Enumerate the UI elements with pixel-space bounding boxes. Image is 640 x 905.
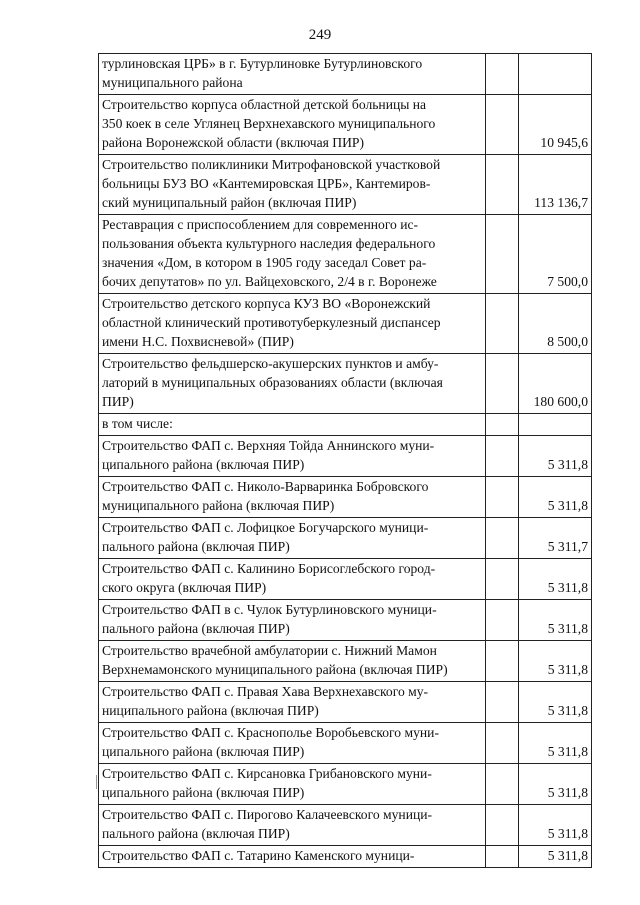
row-empty-cell xyxy=(486,723,518,764)
table-row xyxy=(99,477,592,518)
row-empty-cell xyxy=(486,682,518,723)
description-line: Строительство ФАП с. Николо-Варваринка Бобровского xyxy=(102,479,429,494)
row-amount: 5 311,8 xyxy=(518,846,591,868)
row-amount: 5 311,7 xyxy=(518,518,591,559)
description-line: бочих депутатов» по ул. Вайцеховского, 2/4 в г. Воронеже xyxy=(102,274,437,289)
row-empty-cell xyxy=(486,764,518,805)
description-line: турлиновская ЦРБ» в г. Бутурлиновке Бутурлиновского xyxy=(102,56,423,71)
table-row xyxy=(99,155,592,215)
row-amount: 5 311,8 xyxy=(518,764,591,805)
description-line: пального района (включая ПИР) xyxy=(102,539,290,554)
row-empty-cell xyxy=(486,54,518,95)
row-empty-cell xyxy=(486,477,518,518)
table-row xyxy=(99,764,592,805)
description-line: Строительство ФАП с. Верхняя Тойда Аннинского муни- xyxy=(102,438,435,453)
row-description xyxy=(99,846,486,868)
description-line: Строительство ФАП с. Калинино Борисоглебского город- xyxy=(102,561,436,576)
description-line: муниципального района xyxy=(102,75,243,90)
row-amount: 113 136,7 xyxy=(518,155,591,215)
row-empty-cell xyxy=(486,518,518,559)
table-row xyxy=(99,518,592,559)
row-description xyxy=(99,155,486,215)
row-amount: 5 311,8 xyxy=(518,641,591,682)
table-row xyxy=(99,54,592,95)
table-row xyxy=(99,215,592,294)
description-line: значения «Дом, в котором в 1905 году заседал Совет ра- xyxy=(102,255,427,270)
description-line: Строительство ФАП с. Правая Хава Верхнехавского му- xyxy=(102,684,429,699)
description-line: Строительство корпуса областной детской больницы на xyxy=(102,97,427,112)
table-row xyxy=(99,723,592,764)
table-row xyxy=(99,414,592,436)
row-description xyxy=(99,600,486,641)
row-description xyxy=(99,477,486,518)
description-line: Строительство ФАП с. Татарино Каменского муници- xyxy=(102,848,415,863)
table-row xyxy=(99,436,592,477)
description-line: ский муниципальный район (включая ПИР) xyxy=(102,195,357,210)
row-empty-cell xyxy=(486,414,518,436)
row-amount: 180 600,0 xyxy=(518,354,591,414)
description-line: Строительство ФАП с. Кирсановка Грибановского муни- xyxy=(102,766,432,781)
row-description xyxy=(99,436,486,477)
table-row xyxy=(99,846,592,868)
row-empty-cell xyxy=(486,215,518,294)
row-description xyxy=(99,805,486,846)
row-amount xyxy=(518,414,591,436)
description-line: Верхнемамонского муниципального района (включая ПИР) xyxy=(102,662,448,677)
row-amount: 5 311,8 xyxy=(518,682,591,723)
row-amount: 5 311,8 xyxy=(518,559,591,600)
description-line: Строительство ФАП с. Лофицкое Богучарского муници- xyxy=(102,520,429,535)
row-amount xyxy=(518,54,591,95)
description-line: Строительство поликлиники Митрофановской участковой xyxy=(102,157,441,172)
description-line: ПИР) xyxy=(102,394,134,409)
description-line: муниципального района (включая ПИР) xyxy=(102,498,335,513)
description-line: больницы БУЗ ВО «Кантемировская ЦРБ», Кантемиров- xyxy=(102,176,431,191)
row-empty-cell xyxy=(486,294,518,354)
row-description xyxy=(99,294,486,354)
table-row xyxy=(99,600,592,641)
table-row xyxy=(99,805,592,846)
row-empty-cell xyxy=(486,805,518,846)
description-line: Строительство детского корпуса КУЗ ВО «Воронежский xyxy=(102,296,431,311)
table-row xyxy=(99,354,592,414)
row-description xyxy=(99,95,486,155)
description-line: Строительство ФАП с. Пирогово Калачеевского муници- xyxy=(102,807,433,822)
row-description xyxy=(99,414,486,436)
description-line: Строительство врачебной амбулатории с. Нижний Мамон xyxy=(102,643,437,658)
table-row xyxy=(99,682,592,723)
description-line: района Воронежской области (включая ПИР) xyxy=(102,135,364,150)
description-line: ципального района (включая ПИР) xyxy=(102,744,305,759)
row-empty-cell xyxy=(486,436,518,477)
row-amount: 5 311,8 xyxy=(518,805,591,846)
description-line: имени Н.С. Похвисневой» (ПИР) xyxy=(102,334,294,349)
row-amount: 5 311,8 xyxy=(518,723,591,764)
row-empty-cell xyxy=(486,641,518,682)
table-row xyxy=(99,559,592,600)
row-amount: 5 311,8 xyxy=(518,477,591,518)
row-description xyxy=(99,54,486,95)
description-line: Строительство ФАП в с. Чулок Бутурлиновского муници- xyxy=(102,602,437,617)
description-line: ниципального района (включая ПИР) xyxy=(102,703,319,718)
description-line: областной клинический противотуберкулезный диспансер xyxy=(102,315,441,330)
row-amount: 8 500,0 xyxy=(518,294,591,354)
table-body xyxy=(99,54,592,868)
description-line: ципального района (включая ПИР) xyxy=(102,785,305,800)
row-description xyxy=(99,682,486,723)
margin-mark xyxy=(96,775,97,789)
row-description xyxy=(99,354,486,414)
row-description xyxy=(99,764,486,805)
row-amount: 5 311,8 xyxy=(518,600,591,641)
page-number: 249 xyxy=(308,27,332,43)
description-line: пального района (включая ПИР) xyxy=(102,621,290,636)
row-description xyxy=(99,723,486,764)
row-empty-cell xyxy=(486,600,518,641)
budget-table xyxy=(98,53,592,868)
row-empty-cell xyxy=(486,354,518,414)
description-line: Строительство ФАП с. Краснополье Воробьевского муни- xyxy=(102,725,439,740)
row-amount: 5 311,8 xyxy=(518,436,591,477)
table-row xyxy=(99,641,592,682)
row-description xyxy=(99,559,486,600)
description-line: 350 коек в селе Углянец Верхнехавского муниципального xyxy=(102,116,436,131)
description-line: пального района (включая ПИР) xyxy=(102,826,290,841)
row-description xyxy=(99,518,486,559)
description-line: ципального района (включая ПИР) xyxy=(102,457,305,472)
description-line: ского округа (включая ПИР) xyxy=(102,580,267,595)
row-empty-cell xyxy=(486,846,518,868)
row-description xyxy=(99,215,486,294)
description-line: латорий в муниципальных образованиях области (включая xyxy=(102,375,443,390)
description-line: Строительство фельдшерско-акушерских пунктов и амбу- xyxy=(102,356,439,371)
description-line: Реставрация с приспособлением для современного ис- xyxy=(102,217,419,232)
row-empty-cell xyxy=(486,155,518,215)
table-row xyxy=(99,294,592,354)
table-row xyxy=(99,95,592,155)
row-empty-cell xyxy=(486,95,518,155)
row-empty-cell xyxy=(486,559,518,600)
description-line: пользования объекта культурного наследия федерального xyxy=(102,236,436,251)
row-amount: 10 945,6 xyxy=(518,95,591,155)
description-line: в том числе: xyxy=(102,416,173,431)
row-description xyxy=(99,641,486,682)
row-amount: 7 500,0 xyxy=(518,215,591,294)
